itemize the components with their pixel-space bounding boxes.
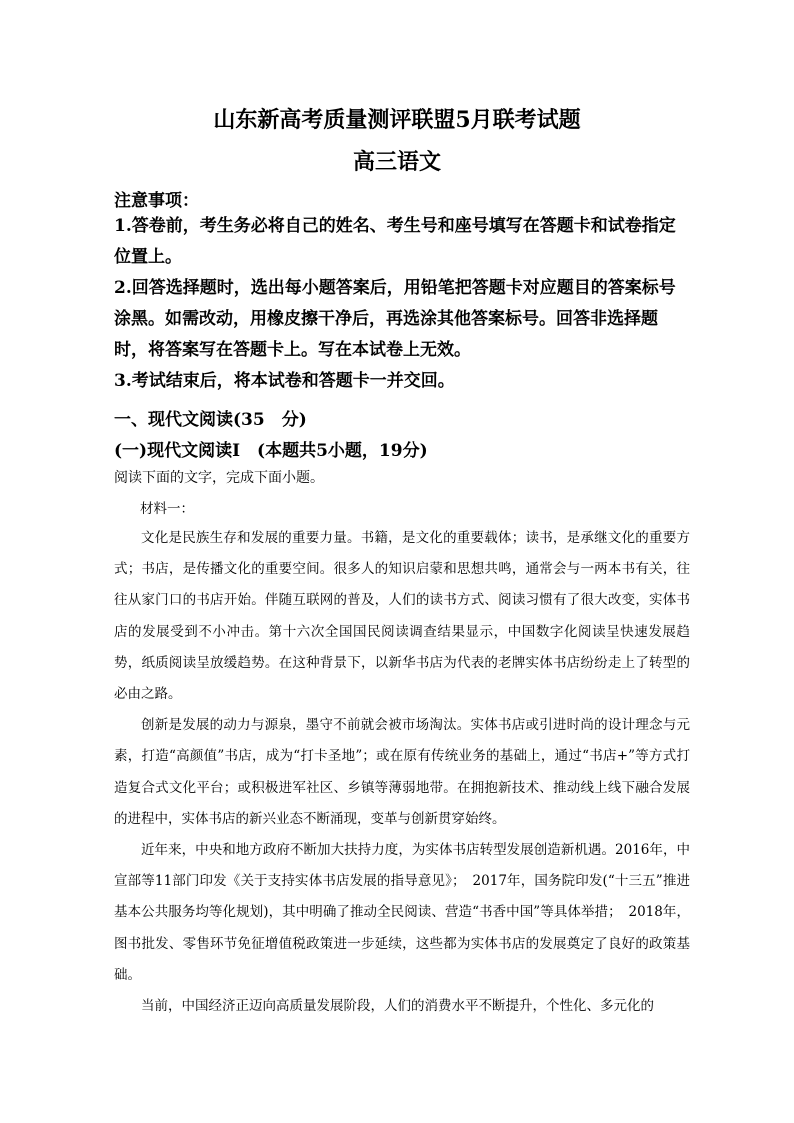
notice-item-2: 2.回答选择题时，选出每小题答案后，用铅笔把答题卡对应题目的答案标号涂黑。如需改动，用橡皮擦干净后，再选涂其他答案标号。回答非选择题时，将答案写在答题卡上。写在本试卷上无效。 xyxy=(114,278,676,360)
paragraph: 创新是发展的动力与源泉，墨守不前就会被市场淘汰。实体书店或引进时尚的设计理念与元素，打造“高颜值”书店，成为“打卡圣地”；或在原有传统业务的基础上，通过“书店+”等方式打造复合式文化平台；或积极进军社区、乡镇等薄弱地带。在拥抱新技术、推动线上线下融合发展的进程中，实体书店的新兴业态不断涌现，变革与创新贯穿始终。 xyxy=(114,717,690,827)
paragraph: 近年来，中央和地方政府不断加大扶持力度，为实体书店转型发展创造新机遇。2016年，中宣部等11部门印发《关于支持实体书店发展的指导意见》； 2017年，国务院印发(“十三五”推进基本公共服务均等化规划)，其中明确了推动全民阅读、营造“书香中国”等具体举措； 2018年，图书批发、零售环节免征增值税政策进一步延续，这些都为实体书店的发展奠定了良好的政策基础。 xyxy=(114,842,690,983)
paragraph: 文化是民族生存和发展的重要力量。书籍，是文化的重要载体；读书，是承继文化的重要方式；书店，是传播文化的重要空间。很多人的知识启蒙和思想共鸣，通常会与一两本书有关，往往从家门口的书店开始。伴随互联网的普及，人们的读书方式、阅读习惯有了很大改变，实体书店的发展受到不小冲击。第十六次全国国民阅读调查结果显示，中国数字化阅读呈快速发展趋势，纸质阅读呈放缓趋势。在这种背景下，以新华书店为代表的老牌实体书店纷纷走上了转型的必由之路。 xyxy=(114,530,690,703)
notice-heading: 注意事项： xyxy=(114,191,199,211)
subsection-heading: (一)现代文阅读Ⅰ (本题共5小题，19分) xyxy=(114,441,428,461)
notice-item-3: 3.考试结束后，将本试卷和答题卡一并交回。 xyxy=(114,371,455,391)
notice-item-1: 1.答卷前，考生务必将自己的姓名、考生号和座号填写在答题卡和试卷指定位置上。 xyxy=(114,216,676,267)
section-heading: 一、现代文阅读(35 分) xyxy=(114,410,307,430)
reading-instruction: 阅读下面的文字，完成下面小题。 xyxy=(114,470,324,486)
exam-title: 山东新高考质量测评联盟5月联考试题 xyxy=(213,107,581,133)
material-body xyxy=(114,523,690,1022)
material-label: 材料一： xyxy=(140,501,194,517)
exam-subject: 高三语文 xyxy=(352,149,441,175)
paragraph: 当前，中国经济正迈向高质量发展阶段，人们的消费水平不断提升，个性化、多元化的 xyxy=(141,998,654,1015)
